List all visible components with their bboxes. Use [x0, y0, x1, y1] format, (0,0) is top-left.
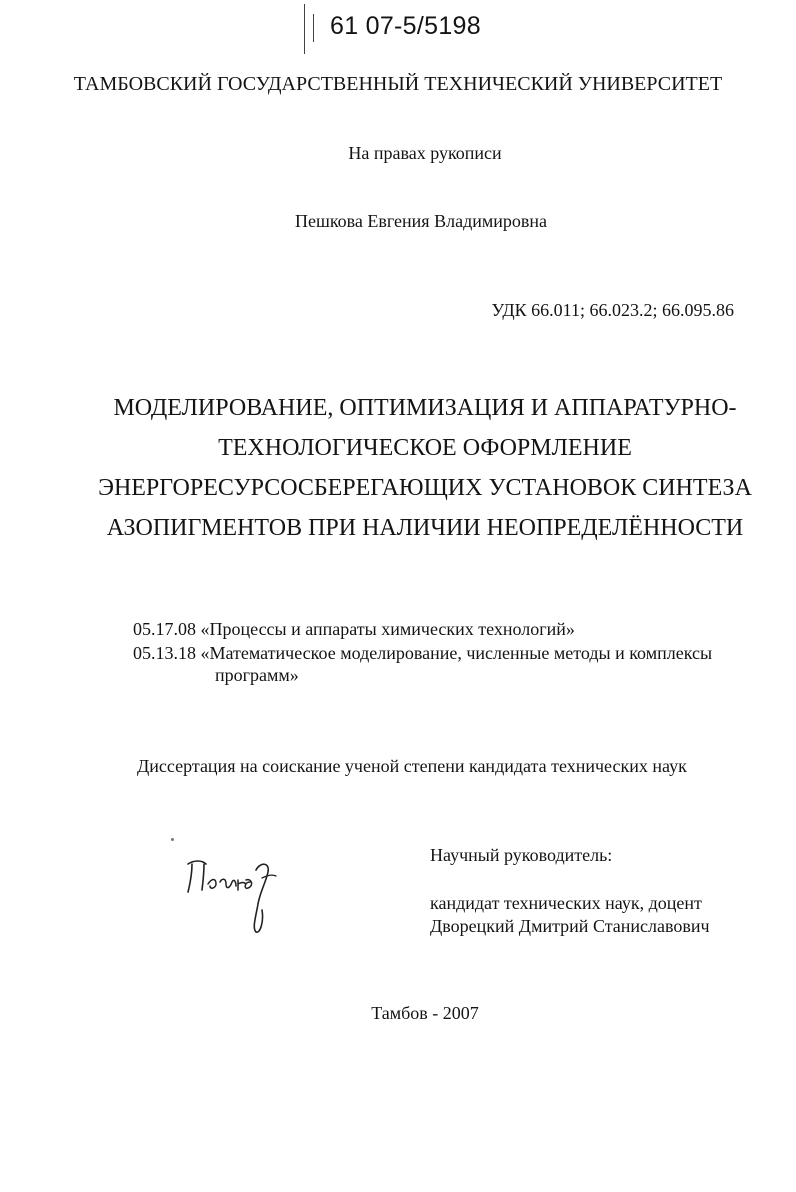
dissertation-type: Диссертация на соискание ученой степени кандидата технических наук: [137, 756, 687, 776]
author-name: Пешкова Евгения Владимировна: [294, 211, 548, 231]
title-line: ТЕХНОЛОГИЧЕСКОЕ ОФОРМЛЕНИЕ: [218, 435, 632, 461]
title-line: МОДЕЛИРОВАНИЕ, ОПТИМИЗАЦИЯ И АППАРАТУРНО-: [113, 395, 737, 421]
scan-speck: [171, 838, 174, 841]
city-year: Тамбов - 2007: [371, 1003, 479, 1023]
margin-line: [304, 4, 305, 54]
title-line: ЭНЕРГОРЕСУРСОСБЕРЕГАЮЩИХ УСТАНОВОК СИНТЕЗА: [98, 475, 752, 501]
archive-code: 61 07-5/5198: [330, 12, 481, 40]
margin-line: [313, 14, 314, 42]
supervisor-name: Дворецкий Дмитрий Станиславович: [430, 916, 710, 936]
specialty-2-continuation: программ»: [215, 665, 299, 685]
supervisor-degree: кандидат технических наук, доцент: [430, 893, 702, 913]
specialty-1: 05.17.08 «Процессы и аппараты химических технологий»: [133, 619, 575, 639]
dissertation-title: [0, 388, 796, 548]
title-line: АЗОПИГМЕНТОВ ПРИ НАЛИЧИИ НЕОПРЕДЕЛЁННОСТИ: [106, 515, 744, 541]
udk-code: УДК 66.011; 66.023.2; 66.095.86: [491, 300, 734, 320]
specialty-2: 05.13.18 «Математическое моделирование, численные методы и комплексы: [133, 643, 713, 663]
manuscript-note: На правах рукописи: [348, 143, 502, 163]
author-signature: [180, 852, 280, 937]
university-name: ТАМБОВСКИЙ ГОСУДАРСТВЕННЫЙ ТЕХНИЧЕСКИЙ УНИВЕРСИТЕТ: [73, 73, 723, 95]
supervisor-label: Научный руководитель:: [430, 845, 613, 865]
